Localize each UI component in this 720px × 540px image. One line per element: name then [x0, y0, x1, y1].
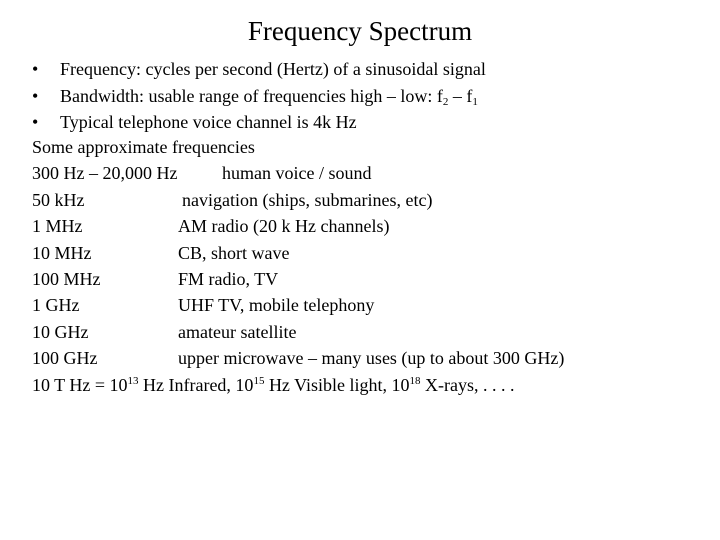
bullet-text: Typical telephone voice channel is 4k Hz [60, 112, 357, 132]
subscript: 2 [442, 96, 449, 108]
line-text: Hz Visible light, 10 [264, 375, 410, 395]
approx-heading: Some approximate frequencies [32, 137, 255, 157]
bullet-text: Frequency: cycles per second (Hertz) of a sinusoidal signal [60, 59, 486, 79]
bullet-text: – f [448, 86, 473, 106]
subscript: 1 [472, 96, 478, 108]
frequency-use: UHF TV, mobile telephony [178, 295, 375, 315]
bullet-marker: • [32, 86, 39, 106]
line-text: Hz Infrared, 10 [138, 375, 254, 395]
frequency-value: 300 Hz – 20,000 Hz [32, 163, 178, 183]
frequency-use: navigation (ships, submarines, etc) [182, 190, 433, 210]
frequency-row [32, 215, 390, 237]
bullet-telephone [32, 111, 357, 133]
frequency-use: CB, short wave [178, 243, 290, 263]
frequency-row [32, 321, 297, 343]
frequency-use: upper microwave – many uses (up to about 300 GHz) [178, 348, 565, 368]
bullet-marker: • [32, 59, 39, 79]
frequency-value: 10 GHz [32, 322, 89, 342]
frequency-value: 100 GHz [32, 348, 98, 368]
line-text: X-rays, . . . . [420, 375, 515, 395]
frequency-value: 50 kHz [32, 190, 85, 210]
line-text: 10 T Hz = 10 [32, 375, 128, 395]
frequency-use: amateur satellite [178, 322, 297, 342]
frequency-value: 1 GHz [32, 295, 80, 315]
bullet-bandwidth [32, 85, 478, 107]
frequency-value: 100 MHz [32, 269, 101, 289]
frequency-use: human voice / sound [222, 163, 372, 183]
frequency-row [32, 268, 279, 290]
frequency-row [32, 162, 372, 184]
exponent: 13 [127, 375, 139, 387]
exponent: 15 [253, 375, 265, 387]
frequency-row [32, 294, 375, 316]
frequency-row [32, 347, 565, 369]
bullet-frequency [32, 58, 486, 80]
frequency-use: FM radio, TV [178, 269, 279, 289]
frequency-value: 1 MHz [32, 216, 83, 236]
bullet-text: Bandwidth: usable range of frequencies high – low: f [60, 86, 443, 106]
slide-title: Frequency Spectrum [247, 16, 473, 46]
bullet-marker: • [32, 112, 39, 132]
frequency-use: AM radio (20 k Hz channels) [178, 216, 390, 236]
frequency-row [32, 189, 433, 211]
high-frequency-line [32, 374, 515, 396]
exponent: 18 [409, 375, 421, 387]
frequency-row [32, 242, 290, 264]
frequency-value: 10 MHz [32, 243, 92, 263]
